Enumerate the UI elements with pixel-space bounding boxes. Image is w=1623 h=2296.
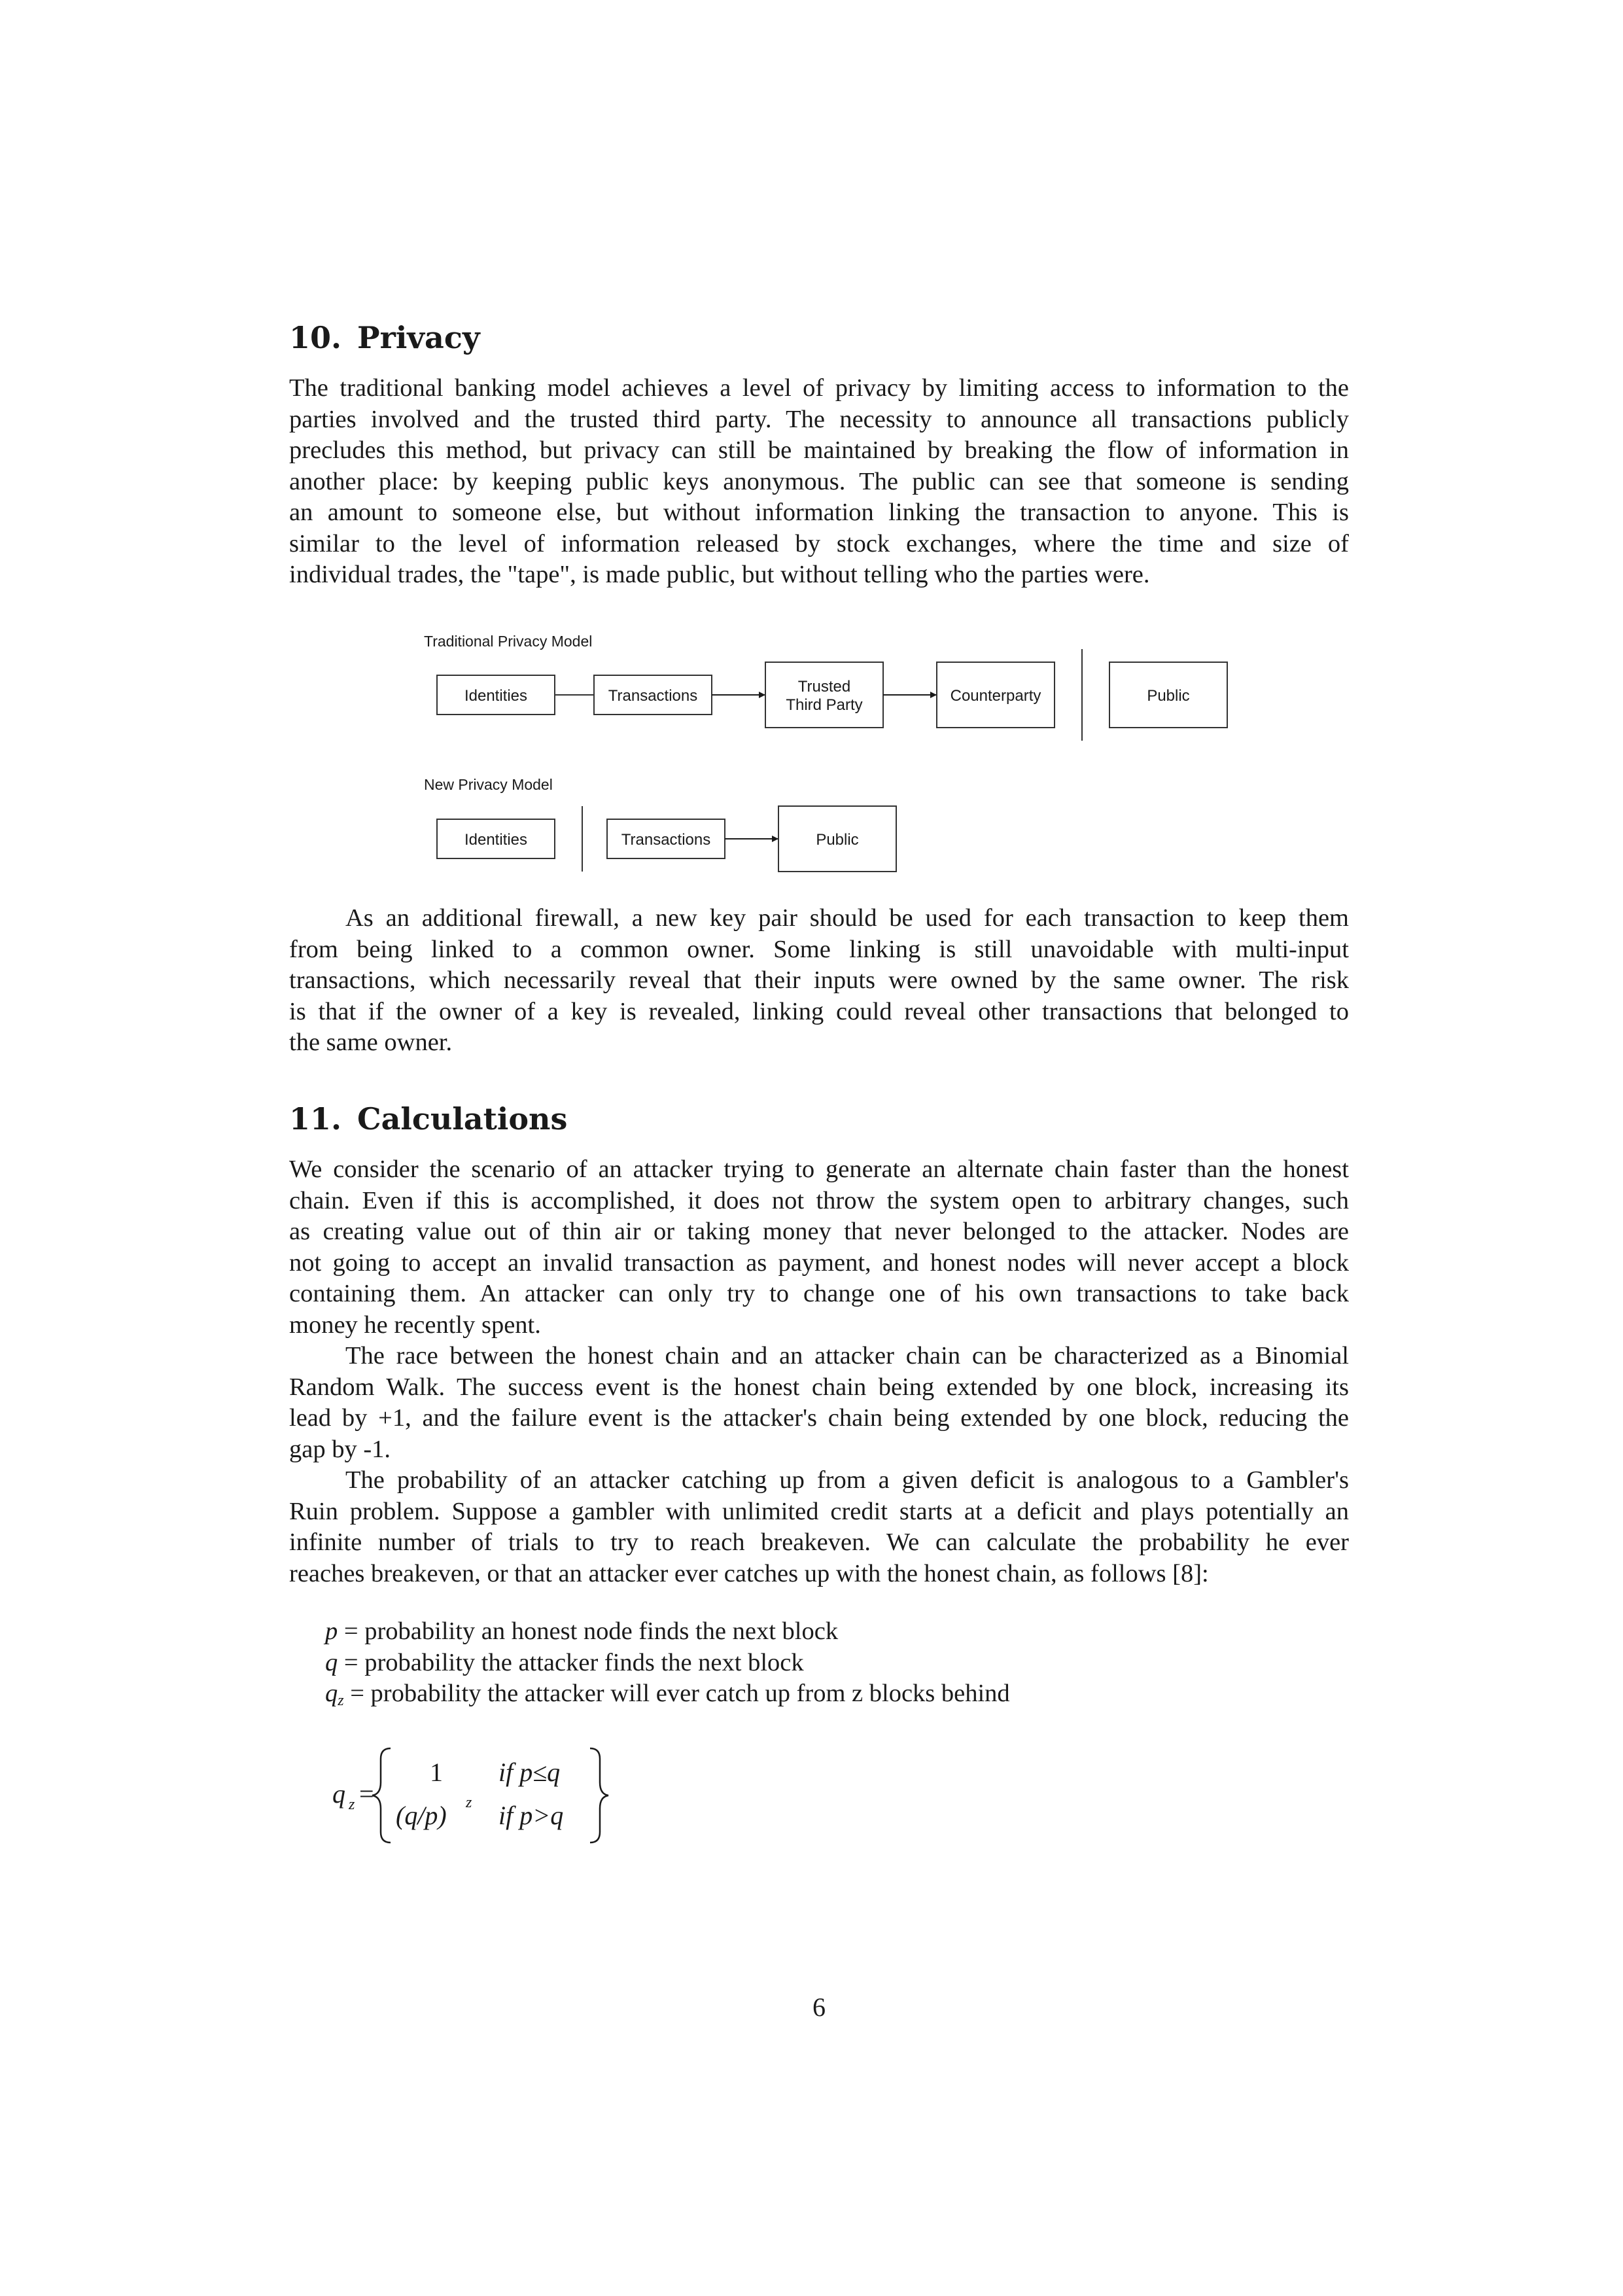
identities-label: Identities — [464, 831, 528, 849]
text-line: the same owner. — [289, 1029, 453, 1056]
text-line: reaches breakeven, or that an attacker ever catches up with the honest chain, as follows [8]: — [289, 1559, 1209, 1587]
third-party-label: Third Party — [786, 696, 863, 714]
right-brace — [590, 1748, 608, 1843]
case2-value: (q/p) — [396, 1801, 447, 1830]
text-line: We consider the scenario of an attacker trying to generate an alternate chain faster than the honest — [289, 1156, 1349, 1183]
left-brace — [372, 1748, 391, 1843]
case2-exponent: z — [466, 1794, 472, 1811]
definition-text: = probability the attacker finds the next block — [338, 1648, 804, 1676]
transactions-label: Transactions — [621, 831, 711, 849]
page-number: 6 — [812, 1992, 826, 2022]
text-line: an amount to someone else, but without information linking the transaction to anyone. This is — [289, 499, 1349, 526]
formula-lhs: q — [332, 1779, 345, 1809]
case2-condition: if p>q — [498, 1801, 564, 1830]
text-line: is that if the owner of a key is revealed, linking could reveal other transactions that belonged to — [289, 997, 1349, 1025]
text-line: The traditional banking model achieves a level of privacy by limiting access to information to the — [289, 374, 1349, 402]
definition-text: = probability an honest node finds the next block — [338, 1617, 839, 1645]
subscript: z — [338, 1692, 344, 1709]
definition-text: = probability the attacker will ever catch up from z blocks behind — [343, 1680, 1010, 1707]
text-line: money he recently spent. — [289, 1311, 541, 1339]
formula-equals: = — [359, 1779, 374, 1809]
text-line: not going to accept an invalid transaction as payment, and honest nodes will never accept a block — [289, 1248, 1349, 1277]
catch-up-probability-formula — [289, 0, 1349, 2296]
text-line: parties involved and the trusted third party. The necessity to announce all transactions publicly — [289, 405, 1349, 433]
text-line: The probability of an attacker catching up from a given deficit is analogous to a Gambler's — [345, 1466, 1349, 1494]
text-line: similar to the level of information released by stock exchanges, where the time and size of — [289, 529, 1349, 557]
text-line: another place: by keeping public keys anonymous. The public can see that someone is sending — [289, 467, 1349, 495]
symbol: q — [325, 1680, 338, 1707]
counterparty-label: Counterparty — [950, 687, 1041, 705]
public-label: Public — [1147, 687, 1190, 705]
text-line: gap by -1. — [289, 1435, 391, 1463]
new-model-title: New Privacy Model — [424, 776, 553, 793]
traditional-model-title: Traditional Privacy Model — [424, 633, 593, 650]
section-10-title: Privacy — [357, 320, 480, 355]
text-line: The race between the honest chain and an attacker chain can be characterized as a Binomial — [345, 1342, 1349, 1369]
case1-value: 1 — [430, 1757, 443, 1787]
section-10-number: 10. — [289, 320, 342, 355]
text-line: Random Walk. The success event is the honest chain being extended by one block, increasing its — [289, 1373, 1349, 1401]
text-line: containing them. An attacker can only try to change one of his own transactions to take back — [289, 1280, 1349, 1307]
public-label: Public — [816, 831, 859, 849]
text-line: individual trades, the "tape", is made public, but without telling who the parties were. — [289, 561, 1150, 588]
text-line: As an additional firewall, a new key pair should be used for each transaction to keep them — [345, 904, 1349, 932]
formula-lhs-subscript: z — [349, 1796, 355, 1813]
transactions-label: Transactions — [608, 687, 698, 705]
section-11-number: 11. — [289, 1101, 342, 1137]
text-line: as creating value out of thin air or taking money that never belonged to the attacker. Nodes are — [289, 1218, 1349, 1245]
symbol: q — [325, 1648, 338, 1676]
identities-label: Identities — [464, 687, 528, 705]
text-line: transactions, which necessarily reveal that their inputs were owned by the same owner. The risk — [289, 966, 1349, 994]
text-line: infinite number of trials to try to reach breakeven. We can calculate the probability he ever — [289, 1528, 1349, 1556]
text-line: from being linked to a common owner. Some linking is still unavoidable with multi-input — [289, 935, 1349, 963]
trusted-label: Trusted — [797, 678, 851, 696]
symbol: p — [325, 1617, 338, 1645]
text-line: Ruin problem. Suppose a gambler with unlimited credit starts at a deficit and plays potentially an — [289, 1497, 1349, 1525]
case1-condition: if p≤q — [498, 1757, 561, 1787]
text-line: chain. Even if this is accomplished, it does not throw the system open to arbitrary changes, such — [289, 1186, 1349, 1214]
text-line: lead by +1, and the failure event is the attacker's chain being extended by one block, reducing the — [289, 1404, 1349, 1432]
text-line: precludes this method, but privacy can still be maintained by breaking the flow of information in — [289, 436, 1349, 464]
section-11-title: Calculations — [357, 1101, 568, 1137]
